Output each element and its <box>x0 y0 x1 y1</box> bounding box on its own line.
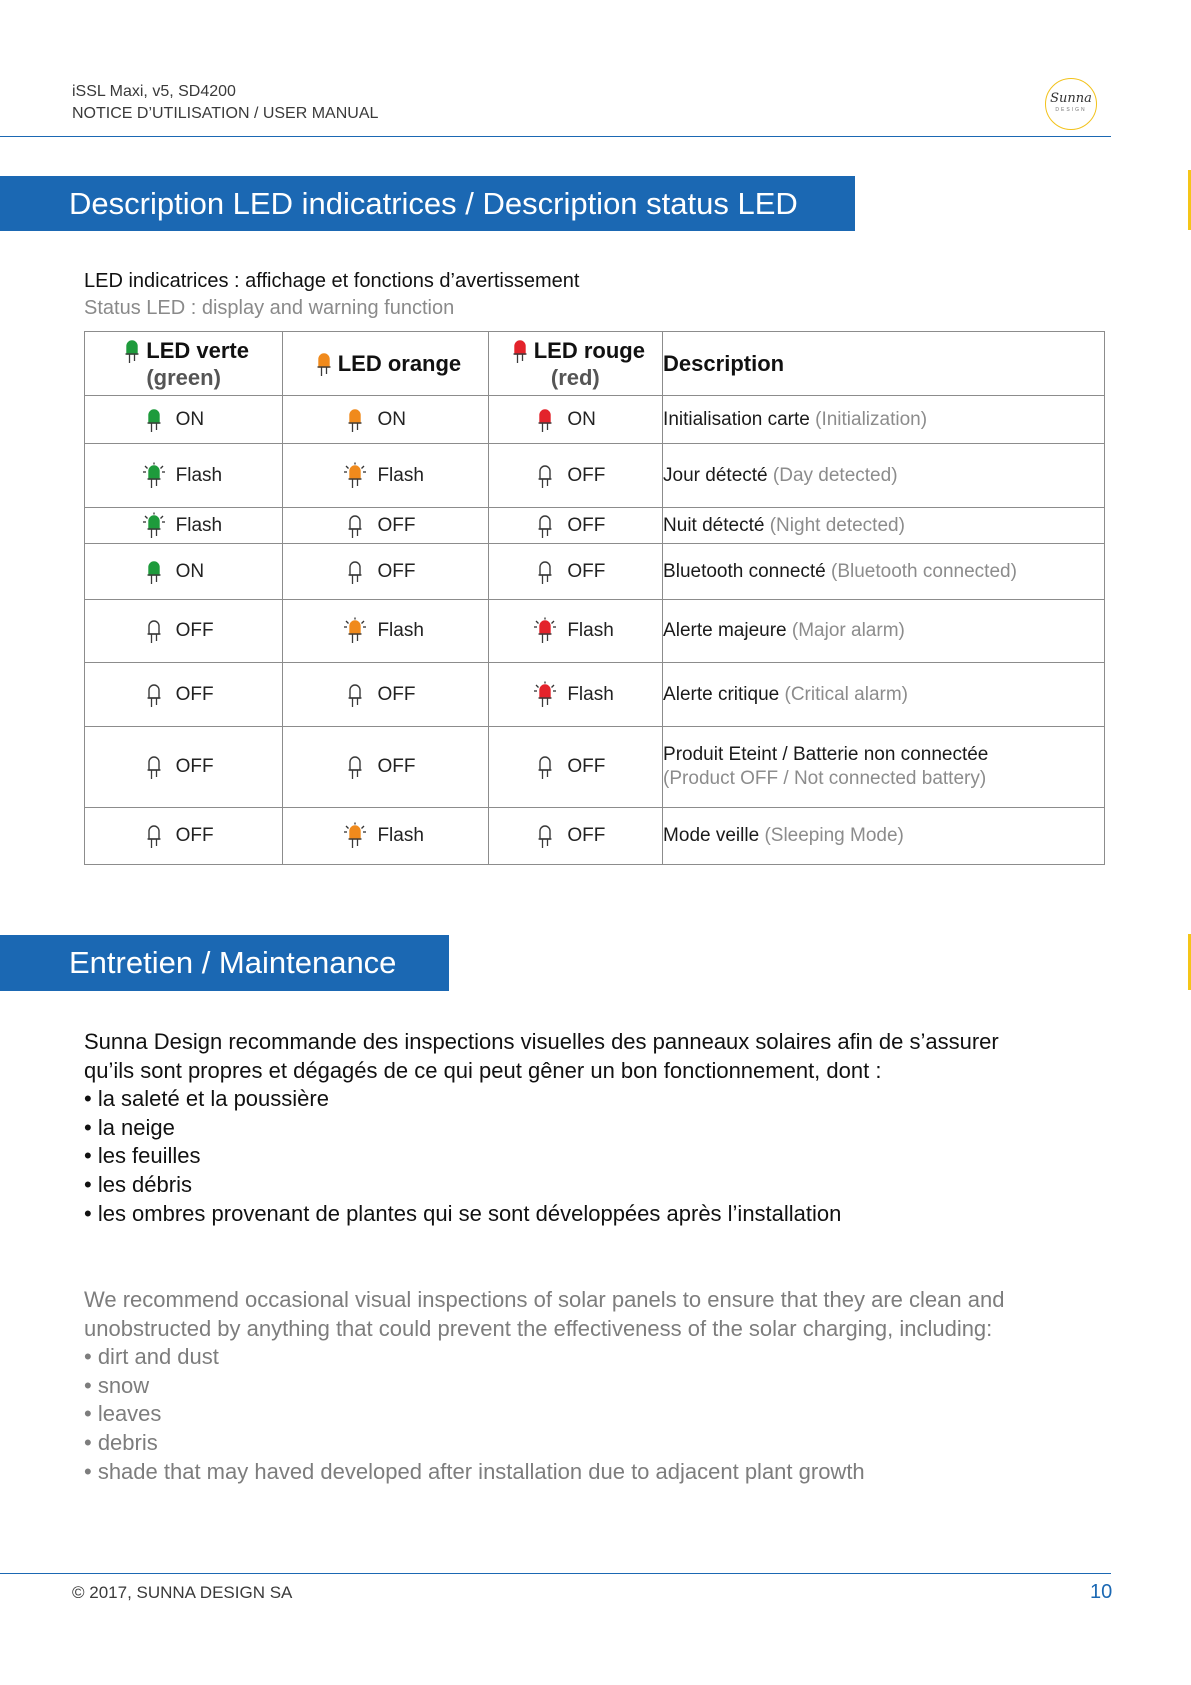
orange-led-icon <box>341 822 369 850</box>
green-led-icon <box>140 681 168 709</box>
maintenance-text-fr <box>84 1028 999 1228</box>
fr-bullet: • les feuilles <box>84 1143 201 1169</box>
green-led-icon <box>140 512 168 540</box>
desc-en: (Critical alarm) <box>784 683 908 705</box>
row-description <box>663 600 1105 663</box>
green-state: ON <box>175 560 205 582</box>
table-row <box>85 808 1105 865</box>
col-green-sub: (green) <box>146 364 221 390</box>
red-led-icon <box>531 617 559 645</box>
en-line: We recommend occasional visual inspections of solar panels to ensure that they are clean and <box>84 1287 1005 1312</box>
green-state: Flash <box>175 464 223 486</box>
red-state: OFF <box>567 825 606 846</box>
col-orange-header <box>283 332 488 396</box>
led-intro-fr: LED indicatrices : affichage et fonctions d’avertissement <box>84 270 580 292</box>
red-state: Flash <box>567 683 614 705</box>
orange-state: OFF <box>377 683 416 705</box>
col-orange-label: LED orange <box>337 350 462 376</box>
table-row <box>85 600 1105 663</box>
fr-bullet: • la neige <box>84 1114 175 1140</box>
orange-led-icon <box>341 406 369 434</box>
orange-state: Flash <box>377 620 424 641</box>
orange-led-icon <box>310 350 338 378</box>
led-intro-en: Status LED : display and warning function <box>84 297 455 319</box>
table-row <box>85 663 1105 727</box>
green-state: ON <box>175 408 205 430</box>
manual-title: NOTICE D’UTILISATION / USER MANUAL <box>72 105 379 122</box>
fr-line: qu’ils sont propres et dégagés de ce qui peut gêner un bon fonctionnement, dont : <box>84 1057 882 1083</box>
red-state: OFF <box>567 756 606 777</box>
table-row <box>85 727 1105 808</box>
col-description-header: Description <box>663 332 1105 396</box>
desc-fr: Produit Eteint / Batterie non connectée <box>663 744 989 765</box>
green-state: OFF <box>175 825 214 846</box>
orange-led-icon <box>341 462 369 490</box>
green-state: OFF <box>175 756 214 777</box>
orange-state: OFF <box>377 756 416 777</box>
green-led-icon <box>140 617 168 645</box>
desc-fr: Bluetooth connecté <box>663 560 826 582</box>
table-row <box>85 444 1105 508</box>
col-green-header <box>85 332 283 396</box>
desc-en: (Day detected) <box>772 464 898 486</box>
desc-en: (Sleeping Mode) <box>764 825 904 846</box>
red-led-icon <box>531 681 559 709</box>
header-rule <box>0 136 1111 137</box>
footer-rule <box>0 1573 1111 1574</box>
en-line: unobstructed by anything that could prevent the effectiveness of the solar charging, including: <box>84 1315 993 1341</box>
row-description <box>663 663 1105 727</box>
red-led-icon <box>531 822 559 850</box>
green-led-icon <box>140 462 168 490</box>
orange-led-icon <box>341 753 369 781</box>
orange-state: Flash <box>377 825 424 846</box>
row-description <box>663 544 1105 600</box>
red-state: Flash <box>567 620 614 641</box>
maintenance-text-en <box>84 1286 1004 1486</box>
col-red-sub: (red) <box>550 364 600 390</box>
green-led-icon <box>140 822 168 850</box>
sunna-logo <box>1045 78 1097 130</box>
desc-fr: Alerte critique <box>663 683 780 705</box>
orange-state: OFF <box>377 514 416 536</box>
green-led-icon <box>140 406 168 434</box>
desc-fr: Alerte majeure <box>663 620 787 641</box>
en-bullet: • snow <box>84 1372 150 1398</box>
red-led-icon <box>506 337 534 365</box>
red-led-icon <box>531 406 559 434</box>
led-table-header <box>85 332 1105 396</box>
fr-bullet: • les ombres provenant de plantes qui se sont développées après l’installation <box>84 1200 842 1226</box>
en-bullet: • shade that may haved developed after installation due to adjacent plant growth <box>84 1458 865 1484</box>
led-status-table <box>84 331 1105 865</box>
en-bullet: • dirt and dust <box>84 1344 219 1370</box>
desc-en: (Initialization) <box>815 408 928 430</box>
red-led-icon <box>531 558 559 586</box>
copyright: © 2017, SUNNA DESIGN SA <box>72 1583 293 1602</box>
page-number: 10 <box>1090 1581 1113 1603</box>
row-description <box>663 727 1105 808</box>
orange-led-icon <box>341 558 369 586</box>
led-section-title: Description LED indicatrices / Description status LED <box>0 176 855 231</box>
desc-fr: Initialisation carte <box>663 408 810 430</box>
fr-line: Sunna Design recommande des inspections visuelles des panneaux solaires afin de s’assurer <box>84 1029 999 1054</box>
desc-en: (Major alarm) <box>791 620 905 641</box>
en-bullet: • debris <box>84 1429 158 1455</box>
fr-bullet: • les débris <box>84 1171 192 1197</box>
row-description <box>663 444 1105 508</box>
maintenance-section-title: Entretien / Maintenance <box>0 935 449 991</box>
green-state: OFF <box>175 683 214 705</box>
desc-en: (Product OFF / Not connected battery) <box>663 768 987 789</box>
red-state: OFF <box>567 560 606 582</box>
orange-state: OFF <box>377 560 416 582</box>
fr-bullet: • la saleté et la poussière <box>84 1086 329 1112</box>
col-red-label: LED rouge <box>533 337 645 363</box>
table-row <box>85 396 1105 444</box>
col-green-label: LED verte <box>146 337 249 363</box>
red-led-icon <box>531 512 559 540</box>
green-led-icon <box>140 753 168 781</box>
orange-led-icon <box>341 681 369 709</box>
orange-led-icon <box>341 512 369 540</box>
orange-state: Flash <box>377 464 424 486</box>
table-row <box>85 544 1105 600</box>
row-description <box>663 508 1105 544</box>
logo-sub: DESIGN <box>1055 107 1087 113</box>
red-state: OFF <box>567 514 606 536</box>
desc-fr: Nuit détecté <box>663 514 765 536</box>
green-led-icon <box>118 337 146 365</box>
row-description <box>663 396 1105 444</box>
red-state: ON <box>567 408 596 430</box>
desc-en: (Night detected) <box>769 514 905 536</box>
col-red-header <box>488 332 662 396</box>
green-state: OFF <box>175 620 214 641</box>
desc-en: (Bluetooth connected) <box>831 560 1017 582</box>
row-description <box>663 808 1105 865</box>
red-state: OFF <box>567 464 606 486</box>
logo-word: Sunna <box>1050 91 1092 106</box>
orange-state: ON <box>377 408 406 430</box>
green-led-icon <box>140 558 168 586</box>
red-led-icon <box>531 753 559 781</box>
desc-fr: Jour détecté <box>663 464 768 486</box>
green-state: Flash <box>175 514 223 536</box>
orange-led-icon <box>341 617 369 645</box>
table-row <box>85 508 1105 544</box>
en-bullet: • leaves <box>84 1401 162 1427</box>
red-led-icon <box>531 462 559 490</box>
product-line: iSSL Maxi, v5, SD4200 <box>72 83 236 100</box>
desc-fr: Mode veille <box>663 825 760 846</box>
